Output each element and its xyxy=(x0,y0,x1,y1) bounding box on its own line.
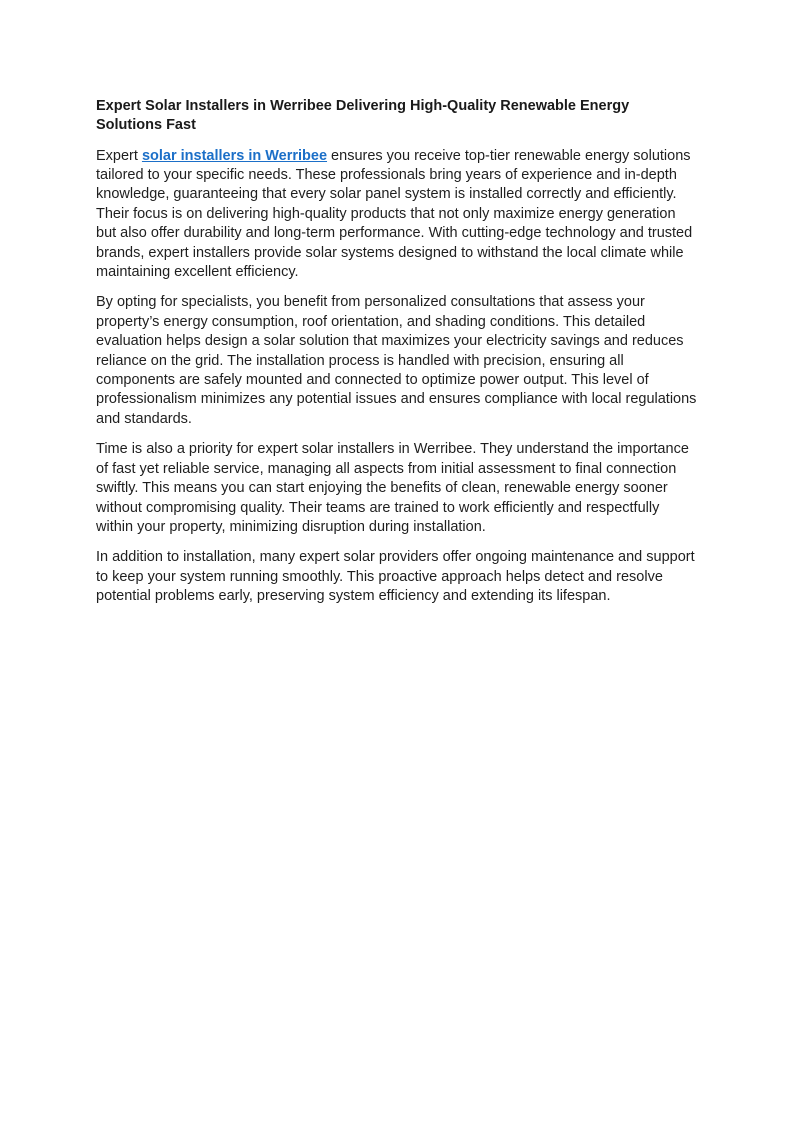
solar-installers-link[interactable]: solar installers in Werribee xyxy=(141,147,328,164)
document-title: Expert Solar Installers in Werribee Delivering High-Quality Renewable Energy Solutions Fast xyxy=(96,98,630,134)
paragraph-specialists: By opting for specialists, you benefit from personalized consultations that assess your property’s energy consumption, roof orientation, and shading conditions. This detailed evaluation helps design a solar solution that maximizes your electricity savings and reduces reliance on the grid. The installation process is handled with precision, ensuring all components are safely mounted and connected to optimize power output. This level of professionalism minimizes any potential issues and ensures compliance with local regulations and standards. xyxy=(96,294,697,427)
paragraph-intro xyxy=(96,147,698,283)
paragraph-intro-suffix: ensures you receive top-tier renewable energy solutions tailored to your specific needs. These professionals bring years of experience and in-depth knowledge, guaranteeing that every solar panel system is installed correctly and efficiently. Their focus is on delivering high-quality products that not only maximize energy generation but also offer durability and long-term performance. With cutting-edge technology and trusted brands, expert installers provide solar systems designed to withstand the local climate while maintaining excellent efficiency. xyxy=(96,147,693,281)
paragraph-maintenance: In addition to installation, many expert solar providers offer ongoing maintenance and support to keep your system running smoothly. This proactive approach helps detect and resolve potential problems early, preserving system efficiency and extending its lifespan. xyxy=(96,549,695,605)
paragraph-time-priority: Time is also a priority for expert solar installers in Werribee. They understand the importance of fast yet reliable service, managing all aspects from initial assessment to final connection swiftly. This means you can start enjoying the benefits of clean, renewable energy sooner without compromising quality. Their teams are trained to work efficiently and respectfully within your property, minimizing disruption during installation. xyxy=(96,441,689,535)
paragraph-intro-prefix: Expert xyxy=(96,147,142,164)
